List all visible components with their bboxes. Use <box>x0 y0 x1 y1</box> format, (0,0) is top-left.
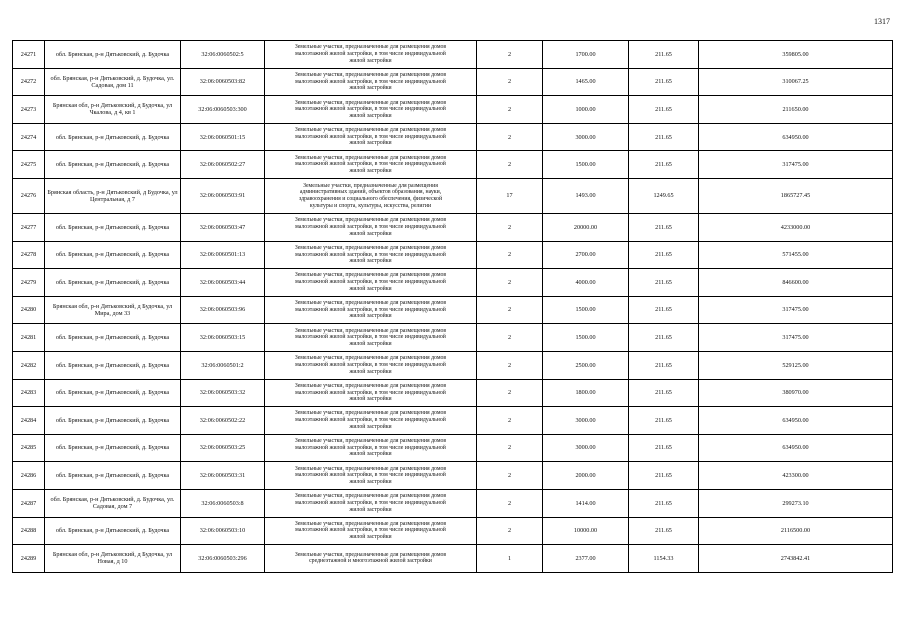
cadastral-value-cell: 211650.00 <box>699 96 893 124</box>
address-cell: обл. Брянская, р-н Дятьковский, д. Будочка <box>45 517 181 545</box>
cadastral-value-cell: 571455.00 <box>699 241 893 269</box>
group-cell: 2 <box>477 123 543 151</box>
specific-value-cell: 1154.33 <box>629 545 699 573</box>
land-use-description-cell: Земельные участки, предназначенные для размещения домов малоэтажной жилой застройки, в том числе индивидуальной жилой застройки <box>265 324 477 352</box>
table-row <box>13 407 893 435</box>
land-use-description-cell: Земельные участки, предназначенные для размещения домов малоэтажной жилой застройки, в том числе индивидуальной жилой застройки <box>265 96 477 124</box>
row-id: 24271 <box>13 41 45 69</box>
group-cell: 2 <box>477 269 543 297</box>
table-row <box>13 351 893 379</box>
land-use-description-cell: Земельные участки, предназначенные для размещения административных зданий, объектов образования, науки, здравоохранения и социального обеспечения, физической культуры и спорта, культуры, искусства, религии <box>265 178 477 213</box>
table-row <box>13 296 893 324</box>
address-cell: обл. Брянская, р-н Дятьковский, д. Будочка <box>45 351 181 379</box>
cadastral-number-cell: 32:06:0060503:15 <box>181 324 265 352</box>
specific-value-cell: 211.65 <box>629 434 699 462</box>
area-cell: 20000.00 <box>543 213 629 241</box>
land-use-description-cell: Земельные участки, предназначенные для размещения домов малоэтажной жилой застройки, в том числе индивидуальной жилой застройки <box>265 489 477 517</box>
specific-value-cell: 211.65 <box>629 151 699 179</box>
row-id: 24273 <box>13 96 45 124</box>
row-id: 24275 <box>13 151 45 179</box>
group-cell: 2 <box>477 462 543 490</box>
specific-value-cell: 211.65 <box>629 407 699 435</box>
cadastral-value-cell: 317475.00 <box>699 324 893 352</box>
address-cell: Брянская обл, р-н Дятьковский, д Будочка, ул Новая, д 10 <box>45 545 181 573</box>
table-row <box>13 545 893 573</box>
specific-value-cell: 211.65 <box>629 379 699 407</box>
address-cell: обл. Брянская, р-н Дятьковский, д. Будочка <box>45 151 181 179</box>
table-row <box>13 151 893 179</box>
address-cell: обл. Брянская, р-н Дятьковский, д. Будочка <box>45 123 181 151</box>
group-cell: 2 <box>477 213 543 241</box>
row-id: 24272 <box>13 68 45 96</box>
cadastral-number-cell: 32:06:0060502:27 <box>181 151 265 179</box>
cadastral-number-cell: 32:06:0060503:91 <box>181 178 265 213</box>
cadastral-value-cell: 299273.10 <box>699 489 893 517</box>
table-row <box>13 489 893 517</box>
address-cell: обл. Брянская, р-н Дятьковский, д. Будочка <box>45 324 181 352</box>
cadastral-number-cell: 32:06:0060502:5 <box>181 41 265 69</box>
specific-value-cell: 211.65 <box>629 68 699 96</box>
specific-value-cell: 211.65 <box>629 213 699 241</box>
area-cell: 2700.00 <box>543 241 629 269</box>
area-cell: 3000.00 <box>543 434 629 462</box>
row-id: 24287 <box>13 489 45 517</box>
specific-value-cell: 211.65 <box>629 489 699 517</box>
area-cell: 1493.00 <box>543 178 629 213</box>
area-cell: 1500.00 <box>543 151 629 179</box>
cadastral-number-cell: 32:06:0060502:22 <box>181 407 265 435</box>
specific-value-cell: 211.65 <box>629 324 699 352</box>
page-number: 1317 <box>874 17 890 26</box>
table-row <box>13 324 893 352</box>
cadastral-number-cell: 32:06:0060503:32 <box>181 379 265 407</box>
row-id: 24286 <box>13 462 45 490</box>
table-row <box>13 178 893 213</box>
group-cell: 2 <box>477 96 543 124</box>
group-cell: 2 <box>477 379 543 407</box>
specific-value-cell: 211.65 <box>629 517 699 545</box>
area-cell: 4000.00 <box>543 269 629 297</box>
cadastral-value-cell: 1865727.45 <box>699 178 893 213</box>
group-cell: 17 <box>477 178 543 213</box>
group-cell: 2 <box>477 324 543 352</box>
table-row <box>13 462 893 490</box>
area-cell: 3000.00 <box>543 407 629 435</box>
table-row <box>13 379 893 407</box>
table-row <box>13 68 893 96</box>
row-id: 24283 <box>13 379 45 407</box>
area-cell: 10000.00 <box>543 517 629 545</box>
cadastral-number-cell: 32:06:0060503:82 <box>181 68 265 96</box>
specific-value-cell: 211.65 <box>629 351 699 379</box>
specific-value-cell: 211.65 <box>629 241 699 269</box>
address-cell: обл. Брянская, р-н Дятьковский, д. Будочка, ул. Садовая, дом 7 <box>45 489 181 517</box>
land-use-description-cell: Земельные участки, предназначенные для размещения домов малоэтажной жилой застройки, в том числе индивидуальной жилой застройки <box>265 462 477 490</box>
area-cell: 2500.00 <box>543 351 629 379</box>
land-use-description-cell: Земельные участки, предназначенные для размещения домов малоэтажной жилой застройки, в том числе индивидуальной жилой застройки <box>265 434 477 462</box>
address-cell: обл. Брянская, р-н Дятьковский, д. Будочка <box>45 269 181 297</box>
area-cell: 2000.00 <box>543 462 629 490</box>
row-id: 24288 <box>13 517 45 545</box>
table-row <box>13 96 893 124</box>
land-use-description-cell: Земельные участки, предназначенные для размещения домов среднеэтажной и многоэтажной жилой застройки <box>265 545 477 573</box>
table-row <box>13 434 893 462</box>
cadastral-value-cell: 846600.00 <box>699 269 893 297</box>
land-use-description-cell: Земельные участки, предназначенные для размещения домов малоэтажной жилой застройки, в том числе индивидуальной жилой застройки <box>265 68 477 96</box>
cadastral-number-cell: 32:06:0060501:15 <box>181 123 265 151</box>
row-id: 24274 <box>13 123 45 151</box>
row-id: 24282 <box>13 351 45 379</box>
cadastral-value-cell: 4233000.00 <box>699 213 893 241</box>
group-cell: 2 <box>477 407 543 435</box>
table-row <box>13 241 893 269</box>
cadastral-number-cell: 32:06:0060503:8 <box>181 489 265 517</box>
land-use-description-cell: Земельные участки, предназначенные для размещения домов малоэтажной жилой застройки, в том числе индивидуальной жилой застройки <box>265 407 477 435</box>
row-id: 24285 <box>13 434 45 462</box>
land-use-description-cell: Земельные участки, предназначенные для размещения домов малоэтажной жилой застройки, в том числе индивидуальной жилой застройки <box>265 269 477 297</box>
land-use-description-cell: Земельные участки, предназначенные для размещения домов малоэтажной жилой застройки, в том числе индивидуальной жилой застройки <box>265 296 477 324</box>
specific-value-cell: 211.65 <box>629 462 699 490</box>
group-cell: 2 <box>477 489 543 517</box>
area-cell: 1700.00 <box>543 41 629 69</box>
cadastral-number-cell: 32:06:0060503:44 <box>181 269 265 297</box>
cadastral-value-table <box>12 40 893 573</box>
cadastral-value-cell: 634950.00 <box>699 407 893 435</box>
cadastral-value-cell: 359805.00 <box>699 41 893 69</box>
cadastral-value-cell: 310067.25 <box>699 68 893 96</box>
land-use-description-cell: Земельные участки, предназначенные для размещения домов малоэтажной жилой застройки, в том числе индивидуальной жилой застройки <box>265 379 477 407</box>
row-id: 24280 <box>13 296 45 324</box>
address-cell: обл. Брянская, р-н Дятьковский, д. Будочка <box>45 434 181 462</box>
address-cell: обл. Брянская, р-н Дятьковский, д. Будочка <box>45 241 181 269</box>
cadastral-number-cell: 32:06:0060501:2 <box>181 351 265 379</box>
group-cell: 2 <box>477 68 543 96</box>
specific-value-cell: 211.65 <box>629 96 699 124</box>
cadastral-value-cell: 317475.00 <box>699 296 893 324</box>
specific-value-cell: 211.65 <box>629 296 699 324</box>
row-id: 24279 <box>13 269 45 297</box>
address-cell: обл. Брянская, р-н Дятьковский, д. Будочка <box>45 379 181 407</box>
cadastral-value-cell: 529125.00 <box>699 351 893 379</box>
cadastral-number-cell: 32:06:0060503:47 <box>181 213 265 241</box>
area-cell: 3000.00 <box>543 123 629 151</box>
area-cell: 1414.00 <box>543 489 629 517</box>
address-cell: обл. Брянская, р-н Дятьковский, д. Будочка <box>45 407 181 435</box>
specific-value-cell: 1249.65 <box>629 178 699 213</box>
group-cell: 2 <box>477 151 543 179</box>
area-cell: 1500.00 <box>543 324 629 352</box>
land-use-description-cell: Земельные участки, предназначенные для размещения домов малоэтажной жилой застройки, в том числе индивидуальной жилой застройки <box>265 41 477 69</box>
row-id: 24278 <box>13 241 45 269</box>
cadastral-value-cell: 380970.00 <box>699 379 893 407</box>
cadastral-value-cell: 2116500.00 <box>699 517 893 545</box>
specific-value-cell: 211.65 <box>629 41 699 69</box>
specific-value-cell: 211.65 <box>629 123 699 151</box>
table-row <box>13 517 893 545</box>
address-cell: обл. Брянская, р-н Дятьковский, д. Будочка <box>45 41 181 69</box>
land-use-description-cell: Земельные участки, предназначенные для размещения домов малоэтажной жилой застройки, в том числе индивидуальной жилой застройки <box>265 351 477 379</box>
address-cell: обл. Брянская, р-н Дятьковский, д. Будочка <box>45 462 181 490</box>
group-cell: 2 <box>477 351 543 379</box>
land-use-description-cell: Земельные участки, предназначенные для размещения домов малоэтажной жилой застройки, в том числе индивидуальной жилой застройки <box>265 213 477 241</box>
land-use-description-cell: Земельные участки, предназначенные для размещения домов малоэтажной жилой застройки, в том числе индивидуальной жилой застройки <box>265 123 477 151</box>
cadastral-value-cell: 423300.00 <box>699 462 893 490</box>
land-use-description-cell: Земельные участки, предназначенные для размещения домов малоэтажной жилой застройки, в том числе индивидуальной жилой застройки <box>265 241 477 269</box>
cadastral-number-cell: 32:06:0060503:10 <box>181 517 265 545</box>
group-cell: 2 <box>477 41 543 69</box>
cadastral-value-cell: 317475.00 <box>699 151 893 179</box>
cadastral-number-cell: 32:06:0060501:13 <box>181 241 265 269</box>
cadastral-number-cell: 32:06:0060503:300 <box>181 96 265 124</box>
row-id: 24284 <box>13 407 45 435</box>
group-cell: 2 <box>477 296 543 324</box>
area-cell: 1500.00 <box>543 296 629 324</box>
cadastral-number-cell: 32:06:0060503:25 <box>181 434 265 462</box>
row-id: 24281 <box>13 324 45 352</box>
cadastral-number-cell: 32:06:0060503:96 <box>181 296 265 324</box>
row-id: 24289 <box>13 545 45 573</box>
address-cell: Брянская обл, р-н Дятьковский, д Будочка, ул Мира, дом 33 <box>45 296 181 324</box>
table-row <box>13 213 893 241</box>
address-cell: обл. Брянская, р-н Дятьковский, д. Будочка, ул. Садовая, дом 11 <box>45 68 181 96</box>
land-use-description-cell: Земельные участки, предназначенные для размещения домов малоэтажной жилой застройки, в том числе индивидуальной жилой застройки <box>265 517 477 545</box>
cadastral-number-cell: 32:06:0060503:31 <box>181 462 265 490</box>
table-row <box>13 123 893 151</box>
group-cell: 2 <box>477 241 543 269</box>
cadastral-value-cell: 2743842.41 <box>699 545 893 573</box>
address-cell: обл. Брянская, р-н Дятьковский, д. Будочка <box>45 213 181 241</box>
land-use-description-cell: Земельные участки, предназначенные для размещения домов малоэтажной жилой застройки, в том числе индивидуальной жилой застройки <box>265 151 477 179</box>
cadastral-value-cell: 634950.00 <box>699 123 893 151</box>
specific-value-cell: 211.65 <box>629 269 699 297</box>
area-cell: 1000.00 <box>543 96 629 124</box>
area-cell: 1800.00 <box>543 379 629 407</box>
group-cell: 1 <box>477 545 543 573</box>
cadastral-value-cell: 634950.00 <box>699 434 893 462</box>
cadastral-number-cell: 32:06:0060503:296 <box>181 545 265 573</box>
area-cell: 2377.00 <box>543 545 629 573</box>
row-id: 24276 <box>13 178 45 213</box>
area-cell: 1465.00 <box>543 68 629 96</box>
row-id: 24277 <box>13 213 45 241</box>
group-cell: 2 <box>477 434 543 462</box>
address-cell: Брянская область, р-н Дятьковский, д Будочка, ул Центральная, д 7 <box>45 178 181 213</box>
table-row <box>13 269 893 297</box>
group-cell: 2 <box>477 517 543 545</box>
table-row <box>13 41 893 69</box>
address-cell: Брянская обл, р-н Дятьковский, д Будочка, ул Чкалова, д 4, кв 1 <box>45 96 181 124</box>
